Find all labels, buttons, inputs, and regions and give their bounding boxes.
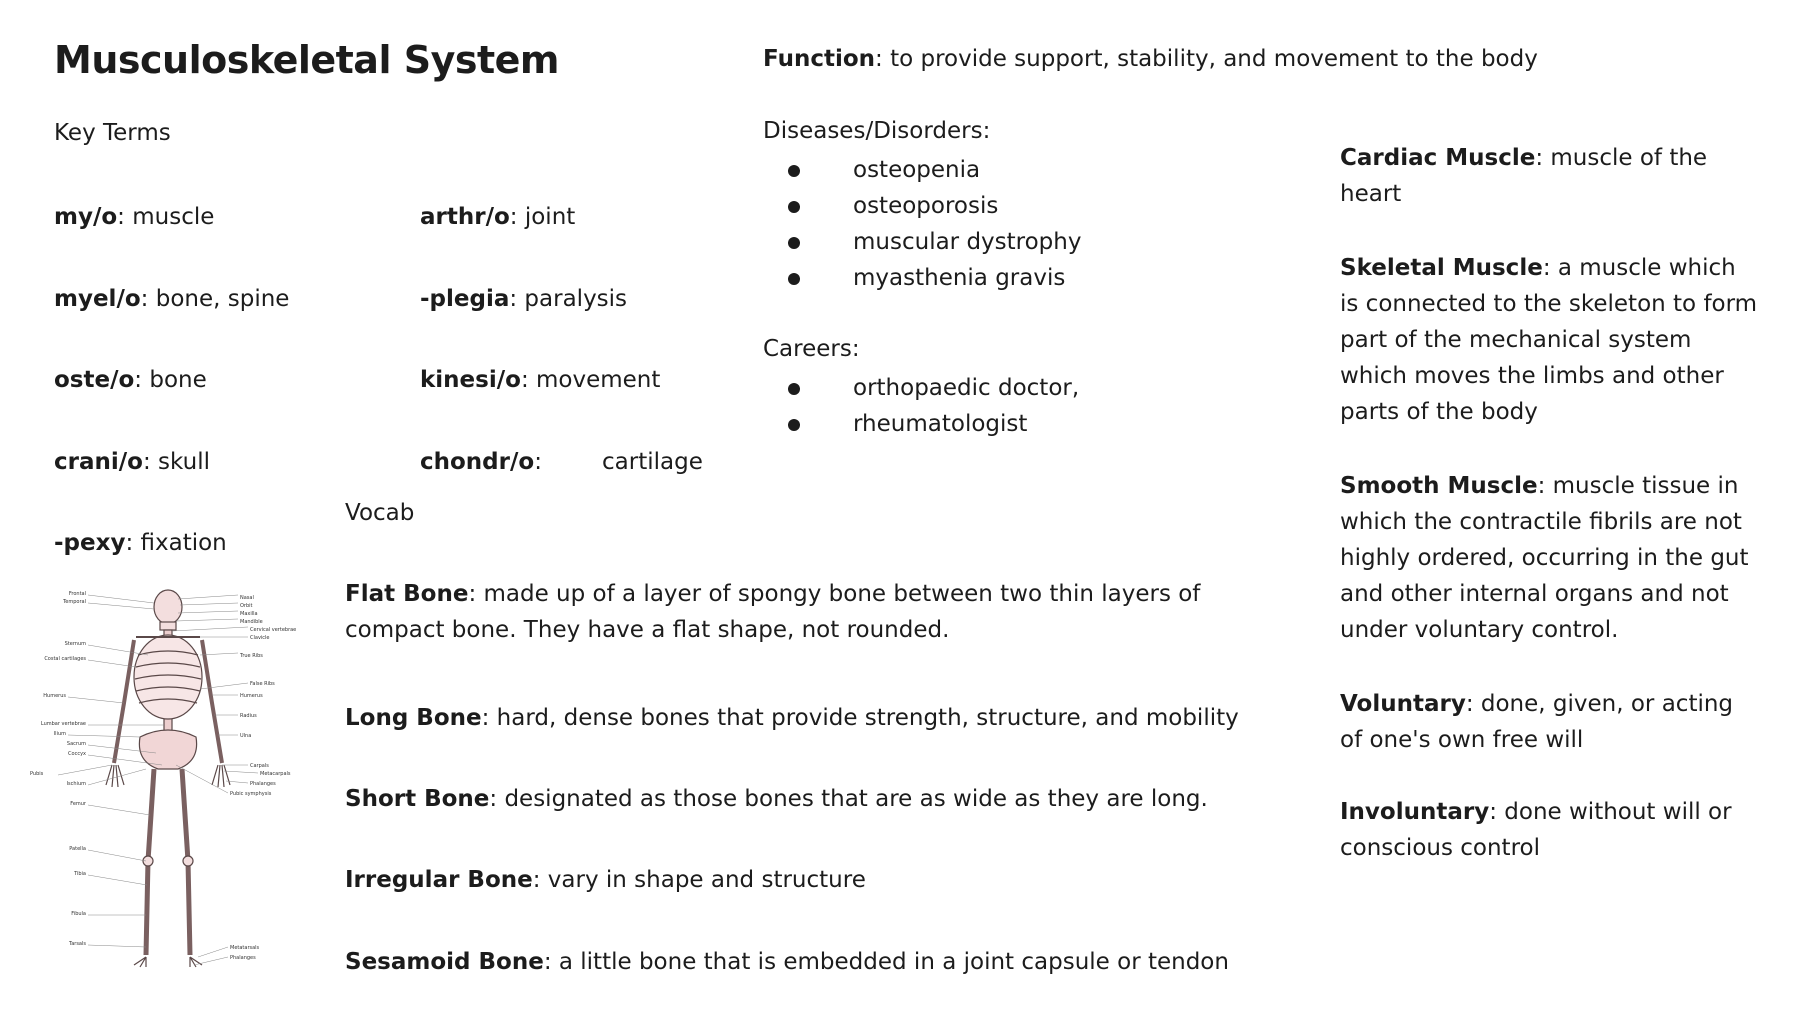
list-item	[763, 152, 1081, 188]
key-term	[420, 449, 542, 475]
muscle-definition	[1340, 686, 1760, 758]
list-item	[763, 370, 1079, 406]
muscle-term: Voluntary	[1340, 691, 1466, 717]
vocab-term: Irregular Bone	[345, 867, 533, 893]
careers-list	[763, 370, 1079, 442]
key-term-def: : bone, spine	[140, 286, 290, 312]
skeleton-label: Sternum	[64, 641, 86, 647]
skeleton-label: False Ribs	[250, 681, 275, 687]
muscle-def: : a muscle which is connected to the skeleton to form part of the mechanical system which moves the limbs and other parts of the body	[1340, 255, 1758, 425]
skeleton-label: Pubic symphysis	[230, 791, 272, 797]
skeleton-label: Tibia	[74, 871, 86, 877]
key-term	[54, 449, 210, 475]
muscle-definition	[1340, 140, 1760, 212]
careers-heading: Careers:	[763, 336, 860, 362]
skeleton-labels-right	[230, 595, 296, 961]
vocab-def: : vary in shape and structure	[532, 867, 866, 893]
skeleton-label: Humerus	[240, 693, 263, 699]
key-term-name: oste/o	[54, 367, 135, 393]
skeleton-label: Metatarsals	[230, 945, 260, 951]
vocab-item	[345, 700, 1239, 736]
skeleton-label: Maxilla	[240, 611, 258, 617]
function-line	[763, 46, 1538, 72]
vocab-def: : hard, dense bones that provide strength, structure, and mobility	[481, 705, 1239, 731]
vocab-term: Flat Bone	[345, 581, 469, 607]
key-term	[420, 367, 660, 393]
bullet-icon	[788, 165, 800, 177]
muscle-def: : done, given, or acting of one's own free will	[1340, 691, 1734, 753]
skeleton-label: Metacarpals	[260, 771, 291, 777]
skeleton-label: Clavicle	[250, 635, 270, 641]
skeleton-label: Phalanges	[230, 955, 256, 961]
skeleton-label: Mandible	[240, 619, 263, 625]
skeleton-label: Coccyx	[68, 751, 86, 757]
key-term	[54, 204, 214, 230]
skeleton-label: Ulna	[240, 733, 252, 739]
skeleton-label: Patella	[69, 846, 86, 852]
vocab-item	[345, 576, 1295, 648]
skeleton-figure	[106, 590, 230, 967]
vocab-item	[345, 862, 866, 898]
vocab-term: Long Bone	[345, 705, 482, 731]
key-term	[54, 286, 289, 312]
skeleton-label: Frontal	[68, 591, 86, 597]
muscle-term: Skeletal Muscle	[1340, 255, 1543, 281]
muscle-def: : muscle of the heart	[1340, 145, 1708, 207]
key-term-def: : skull	[142, 449, 210, 475]
bullet-icon	[788, 273, 800, 285]
key-term	[54, 530, 227, 556]
vocab-def: : designated as those bones that are as wide as they are long.	[489, 786, 1208, 812]
skeleton-label: Radius	[240, 713, 257, 719]
key-term-name: crani/o	[54, 449, 143, 475]
skeleton-label: True Ribs	[240, 653, 263, 659]
muscle-definition	[1340, 468, 1760, 648]
muscle-def: : done without will or conscious control	[1340, 799, 1732, 861]
function-label: Function	[763, 46, 876, 72]
vocab-item	[345, 781, 1208, 817]
skeleton-diagram	[28, 585, 308, 985]
list-item	[763, 260, 1081, 296]
key-term	[420, 204, 575, 230]
key-term-def: cartilage	[602, 449, 703, 475]
key-term-name: myel/o	[54, 286, 141, 312]
vocab-item	[345, 944, 1229, 980]
vocab-def: : made up of a layer of spongy bone between two thin layers of compact bone. They have a flat shape, not rounded.	[345, 581, 1201, 643]
diseases-heading: Diseases/Disorders:	[763, 118, 991, 144]
key-term	[420, 286, 627, 312]
list-item-text: rheumatologist	[853, 411, 1028, 437]
skeleton-label: Fibula	[71, 911, 86, 917]
skeleton-label: Cervical vertebrae	[250, 627, 297, 633]
list-item-text: muscular dystrophy	[853, 229, 1082, 255]
skeleton-label: Pubis	[30, 771, 44, 777]
skeleton-label: Tarsals	[68, 941, 86, 947]
skeleton-labels-left	[30, 591, 87, 947]
skeleton-label: Orbit	[240, 603, 253, 609]
bullet-icon	[788, 383, 800, 395]
bullet-icon	[788, 237, 800, 249]
muscle-definition	[1340, 250, 1760, 430]
key-term-name: -pexy	[54, 530, 126, 556]
key-term-name: -plegia	[420, 286, 510, 312]
muscle-term: Smooth Muscle	[1340, 473, 1538, 499]
function-text: : to provide support, stability, and movement to the body	[875, 46, 1538, 72]
key-terms-heading: Key Terms	[54, 120, 171, 146]
diseases-list	[763, 152, 1081, 296]
list-item-text: orthopaedic doctor,	[853, 375, 1080, 401]
key-term-def: : paralysis	[509, 286, 628, 312]
skeleton-label: Femur	[70, 801, 86, 807]
key-term-def: : muscle	[117, 204, 215, 230]
key-term-def: : movement	[520, 367, 661, 393]
muscle-term: Cardiac Muscle	[1340, 145, 1536, 171]
vocab-heading: Vocab	[345, 500, 415, 526]
skeleton-label: Ischium	[66, 781, 86, 787]
skeleton-label: Temporal	[63, 599, 86, 605]
bullet-icon	[788, 419, 800, 431]
skeleton-label: Carpals	[250, 763, 269, 769]
vocab-term: Sesamoid Bone	[345, 949, 544, 975]
key-term-name: chondr/o	[420, 449, 535, 475]
skeleton-label: Nasal	[240, 595, 254, 601]
key-term-name: kinesi/o	[420, 367, 521, 393]
key-term-def: : joint	[509, 204, 576, 230]
list-item-text: osteoporosis	[853, 193, 999, 219]
vocab-def: : a little bone that is embedded in a joint capsule or tendon	[543, 949, 1229, 975]
skeleton-label: Costal cartilages	[44, 656, 86, 662]
bullet-icon	[788, 201, 800, 213]
list-item	[763, 188, 1081, 224]
key-term-def: :	[534, 449, 542, 475]
list-item	[763, 224, 1081, 260]
muscle-definition	[1340, 794, 1760, 866]
key-term	[54, 367, 207, 393]
vocab-term: Short Bone	[345, 786, 490, 812]
muscle-def: : muscle tissue in which the contractile fibrils are not highly ordered, occurring in the gut and other internal organs and not under voluntary control.	[1340, 473, 1749, 643]
muscle-term: Involuntary	[1340, 799, 1490, 825]
list-item-text: osteopenia	[853, 157, 981, 183]
skeleton-label: Ilium	[53, 731, 66, 737]
page-title: Musculoskeletal System	[54, 38, 559, 82]
key-term-def: : fixation	[125, 530, 227, 556]
skeleton-label: Phalanges	[250, 781, 276, 787]
skeleton-label: Lumbar vertebrae	[40, 721, 86, 727]
skeleton-label: Humerus	[43, 693, 66, 699]
key-term-name: arthr/o	[420, 204, 510, 230]
list-item-text: myasthenia gravis	[853, 265, 1066, 291]
skeleton-label: Sacrum	[66, 741, 86, 747]
key-term-name: my/o	[54, 204, 118, 230]
list-item	[763, 406, 1079, 442]
key-term-def: : bone	[134, 367, 207, 393]
